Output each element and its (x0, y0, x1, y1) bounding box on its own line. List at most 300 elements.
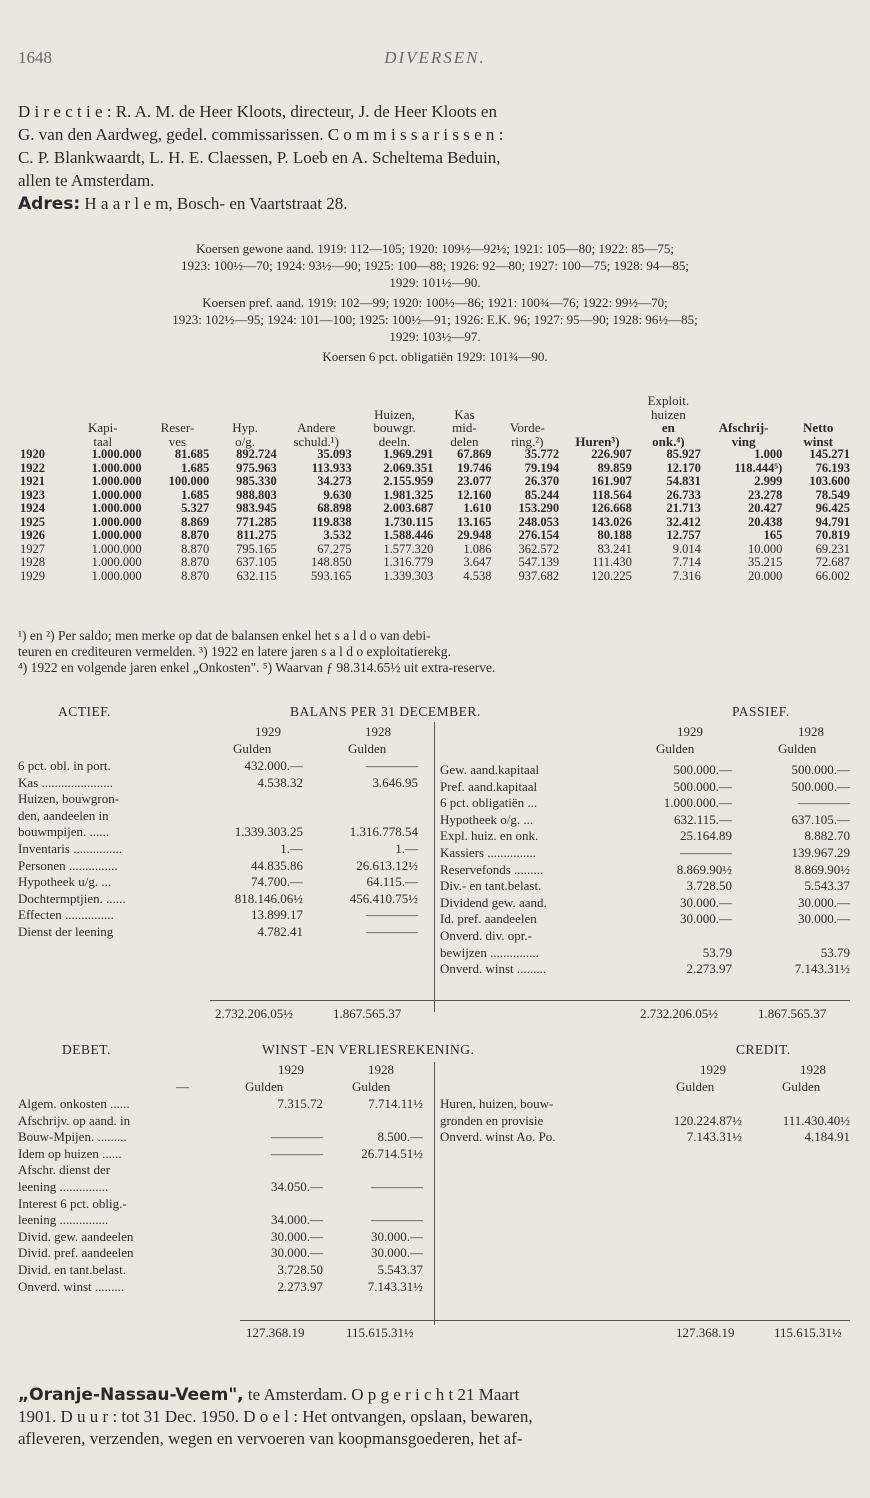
stat-cell: 1921 (20, 474, 45, 488)
stat-cell: 637.105 (236, 555, 277, 569)
account-row (18, 775, 428, 792)
stat-header-cell (561, 394, 634, 408)
account-row (18, 1179, 433, 1196)
footnote-line: ⁴) 1922 en volgende jaren enkel „Onkosten". ⁵) Waarvan ƒ 98.314.65½ uit extra-reserve. (18, 660, 496, 675)
account-row (18, 1162, 433, 1179)
account-label: Expl. huiz. en onk. (440, 828, 539, 844)
balans-passief-list (440, 762, 852, 978)
account-row (440, 1113, 852, 1130)
account-value-1928: 8.500.— (377, 1129, 423, 1145)
stat-header-cell (494, 408, 562, 422)
winst-year-1929-left: 1929 (278, 1062, 304, 1077)
stat-header-cell (144, 408, 212, 422)
stat-cell: 83.241 (597, 541, 632, 556)
account-row (18, 891, 428, 908)
stat-cell: 8.869 (181, 514, 210, 529)
stat-header-cell: winst (803, 433, 833, 449)
stat-cell: 66.002 (815, 568, 850, 583)
winst-gulden-left: Gulden (352, 1079, 391, 1094)
account-value-1929: 30.000.— (680, 894, 732, 910)
stat-cell: 985.330 (236, 474, 277, 488)
stat-header-cell: mid- (452, 420, 477, 435)
stat-cell: 1.000.000 (91, 474, 142, 488)
stat-cell: 35.215 (747, 555, 783, 569)
stat-cell: 78.549 (815, 487, 850, 502)
stat-cell: 23.077 (457, 474, 492, 488)
account-value-1928: ———— (366, 923, 418, 939)
account-label: Onverd. winst Ao. Po. (440, 1129, 556, 1145)
balans-gulden-right: Gulden (778, 741, 817, 756)
stat-cell: 34.273 (317, 474, 352, 488)
stat-cell: 892.724 (236, 447, 277, 461)
stat-header-cell (144, 394, 212, 408)
account-row (18, 1196, 433, 1213)
account-label: Pref. aand.kapitaal (440, 778, 538, 794)
stat-cell: 32.412 (666, 514, 701, 529)
stat-cell: 811.275 (236, 528, 277, 542)
account-row (18, 907, 428, 924)
stat-row (18, 516, 852, 530)
stat-cell: 593.165 (311, 568, 352, 583)
stat-cell: 20.427 (747, 501, 783, 515)
balans-total-1928-right: 1.867.565.37 (758, 1006, 827, 1021)
account-row (440, 945, 852, 962)
stat-row (18, 570, 852, 584)
account-value-1928: 7.143.31½ (367, 1278, 423, 1294)
stat-cell: 7.714 (672, 555, 701, 569)
account-label: Afschrijv. op aand. in (18, 1112, 131, 1128)
stat-cell: 165 (763, 528, 783, 542)
account-value-1929: 30.000.— (271, 1228, 323, 1244)
stat-cell: 161.907 (591, 474, 632, 488)
stat-cell: 148.850 (311, 555, 352, 569)
stat-cell: 100.000 (168, 474, 210, 488)
account-value-1929: ———— (271, 1145, 323, 1161)
oranje-paragraph (18, 1384, 858, 1450)
account-value-1929: 7.315.72 (277, 1096, 323, 1111)
stat-header-cell: Hyp. (232, 420, 258, 435)
account-label: Idem op huizen ...... (18, 1145, 122, 1161)
stat-cell: 8.870 (181, 541, 210, 556)
account-value-1929: 1.339.303.25 (234, 824, 303, 840)
winst-debet-list (18, 1096, 433, 1295)
stat-header-cell: Andere (297, 420, 336, 435)
stat-cell: 248.053 (518, 514, 560, 529)
account-label: leening ............... (18, 1178, 109, 1194)
stat-header-cell: Kas (454, 406, 475, 422)
intro-line: G. van den Aardweg, gedel. commissarissen. C o m m i s s a r i s s e n : (18, 125, 504, 144)
account-label: Onverd. winst ......... (440, 961, 547, 977)
stat-cell: 12.170 (666, 460, 701, 475)
account-value-1928: 456.410.75½ (349, 890, 418, 906)
stat-cell: 276.154 (518, 528, 560, 542)
stat-cell: 9.630 (323, 487, 352, 502)
account-label: Gew. aand.kapitaal (440, 762, 540, 777)
winst-total-1929-right: 127.368.19 (676, 1325, 735, 1340)
account-row (18, 808, 428, 825)
account-label: Kassiers ............... (440, 844, 537, 860)
oranje-line (18, 1384, 858, 1406)
account-value-1928: 64.115.— (366, 874, 418, 890)
stat-cell: 632.115 (236, 568, 277, 583)
stat-header-cell (18, 435, 62, 449)
balans-total-1928-left: 1.867.565.37 (333, 1006, 402, 1021)
koersen-line: 1929: 101½—90. (389, 275, 481, 290)
account-value-1929: ———— (271, 1129, 323, 1145)
stat-header-cell (561, 421, 634, 435)
stat-header-cell (211, 408, 279, 422)
account-value-1928: 1.316.778.54 (349, 824, 418, 840)
stat-row (18, 475, 852, 489)
stat-header-cell (354, 394, 436, 408)
account-value-1928: 53.79 (820, 944, 850, 960)
account-value-1928: 30.000.— (371, 1228, 423, 1244)
stat-cell: 1.685 (181, 460, 210, 475)
account-row (440, 779, 852, 796)
statistics-table (18, 394, 852, 583)
stat-header-cell: Vorde- (509, 420, 545, 435)
stat-header-cell (18, 421, 62, 435)
intro-line: D i r e c t i e : R. A. M. de Heer Kloots, directeur, J. de Heer Kloots en (18, 102, 497, 121)
oranje-line: afleveren, verzenden, wegen en vervoeren van koopmansgoederen, het af- (18, 1429, 523, 1448)
account-row (18, 1262, 433, 1279)
stat-header-cell: ring.²) (511, 433, 544, 449)
account-value-1928: ———— (371, 1212, 423, 1228)
winst-gulden-right: Gulden (782, 1079, 821, 1094)
stat-header-cell: ves (168, 433, 187, 449)
account-value-1928: ———— (798, 795, 850, 811)
account-value-1929: ———— (680, 844, 732, 860)
stat-cell: 2.999 (754, 474, 783, 488)
account-row (18, 824, 428, 841)
account-row (18, 841, 428, 858)
account-label: Bouw-Mpijen. ......... (18, 1129, 127, 1145)
stat-cell: 1.316.779 (383, 555, 434, 569)
stat-cell: 13.165 (457, 514, 492, 529)
stat-cell: 26.370 (524, 474, 560, 488)
koersen-line: 1923: 100½—70; 1924: 93½—90; 1925: 100—88; 1926: 92—80; 1927: 100—75; 1928: 94—85; (180, 258, 690, 273)
account-value-1928: 30.000.— (798, 894, 850, 910)
stat-header-cell: Afschrij- (718, 420, 769, 435)
stat-cell: 7.316 (672, 568, 701, 583)
stat-cell: 226.907 (591, 447, 632, 461)
stat-cell: 1.000 (754, 447, 783, 461)
account-value-1929: 74.700.— (251, 874, 303, 890)
stat-cell: 1.685 (181, 487, 210, 502)
balans-gulden-left: Gulden (233, 741, 272, 756)
stat-header-cell: Reser- (160, 420, 195, 435)
account-value-1929: 53.79 (702, 944, 732, 960)
stat-cell: 54.831 (666, 474, 701, 488)
stat-cell: 1.000.000 (91, 528, 142, 542)
winst-total-1928-right: 115.615.31½ (774, 1325, 842, 1340)
account-row (440, 795, 852, 812)
stat-cell: 1920 (20, 447, 45, 461)
account-value-1928: 1.— (395, 840, 418, 856)
stat-cell: 20.000 (747, 568, 783, 583)
account-label: Personen ............... (18, 857, 118, 873)
winst-year-1928-left: 1928 (368, 1062, 394, 1077)
account-row (440, 895, 852, 912)
account-row (18, 1279, 433, 1296)
account-label: Huizen, bouwgron- (18, 791, 120, 807)
koersen-line: 1929: 103½—97. (389, 329, 481, 344)
account-value-1929: 34.050.— (271, 1178, 323, 1194)
account-value-1928: 500.000.— (791, 778, 850, 794)
account-label: Dochtermptjien. ...... (18, 890, 126, 906)
stat-header-cell (703, 408, 785, 422)
winst-credit-list (440, 1096, 852, 1146)
stat-header-cell (18, 394, 62, 408)
stat-cell: 1.000.000 (91, 555, 142, 569)
account-row (440, 878, 852, 895)
stat-cell: 1927 (20, 541, 45, 556)
stat-header-cell: Netto (803, 420, 834, 435)
stat-cell: 2.069.351 (383, 460, 434, 475)
account-value-1928: ———— (366, 907, 418, 923)
stat-cell: 2.155.959 (383, 474, 434, 488)
account-label: Kas ...................... (18, 774, 113, 790)
account-label: Onverd. winst ......... (18, 1278, 125, 1294)
winst-total-rule (240, 1320, 850, 1321)
passief-heading: PASSIEF. (732, 704, 790, 719)
stat-cell: 85.244 (524, 487, 560, 502)
company-name: „Oranje-Nassau-Veem", (18, 1385, 244, 1405)
balans-total-1929-left: 2.732.206.05½ (215, 1006, 293, 1021)
stat-header-cell: Kapi- (87, 420, 118, 435)
winst-dash: — (176, 1079, 189, 1094)
account-row (18, 791, 428, 808)
winst-gulden-right: Gulden (676, 1079, 715, 1094)
account-value-1928: 30.000.— (798, 911, 850, 927)
account-value-1929: 432.000.— (244, 758, 303, 773)
account-value-1929: 8.869.90½ (676, 861, 732, 877)
stat-cell: 81.685 (174, 447, 210, 461)
stat-header-cell: deeln. (378, 433, 411, 449)
winst-gulden-left: Gulden (245, 1079, 284, 1094)
credit-heading: CREDIT. (736, 1042, 791, 1057)
stat-cell: 3.532 (323, 528, 352, 542)
stat-cell: 1.000.000 (91, 447, 142, 461)
stat-cell: 1.577.320 (383, 541, 434, 556)
koersen-line: Koersen pref. aand. 1919: 102—99; 1920: 100½—86; 1921: 100¾—76; 1922: 99½—70; (202, 295, 668, 310)
koersen-line: Koersen 6 pct. obligatiën 1929: 101¾—90. (322, 349, 548, 364)
page-number: 1648 (18, 48, 52, 67)
account-value-1929: 3.728.50 (277, 1261, 323, 1277)
account-label: 6 pct. obligatiën ... (440, 795, 538, 811)
stat-header-cell: schuld.¹) (293, 433, 339, 449)
stat-header-cell: taal (93, 433, 113, 449)
stat-cell: 26.733 (666, 487, 701, 502)
stat-cell: 126.668 (591, 501, 632, 515)
account-label: Reservefonds ......... (440, 861, 544, 877)
account-row (18, 1146, 433, 1163)
stat-cell: 547.139 (518, 555, 560, 569)
account-value-1928: 3.646.95 (372, 774, 418, 790)
balans-divider (434, 722, 435, 1012)
account-row (18, 1113, 433, 1130)
koersen-line: Koersen gewone aand. 1919: 112—105; 1920: 109½—92½; 1921: 105—80; 1922: 85—75; (196, 241, 674, 256)
stat-cell: 10.000 (747, 541, 783, 556)
balans-gulden-right: Gulden (656, 741, 695, 756)
stat-cell: 23.278 (747, 487, 783, 502)
account-label: Interest 6 pct. oblig.- (18, 1195, 127, 1211)
stat-cell: 67.869 (457, 447, 492, 461)
stat-cell: 8.870 (181, 555, 210, 569)
stat-cell: 68.898 (317, 501, 352, 515)
winst-year-1928-right: 1928 (800, 1062, 826, 1077)
account-row (440, 1129, 852, 1146)
stat-cell: 1926 (20, 528, 45, 542)
account-label: Huren, huizen, bouw- (440, 1096, 554, 1111)
stat-cell: 12.160 (457, 487, 492, 502)
stat-header-cell (703, 394, 785, 408)
account-value-1928: 8.882.70 (804, 828, 850, 844)
stat-cell: 1924 (20, 501, 45, 515)
balans-year-1928-right: 1928 (798, 724, 824, 739)
stat-cell: 80.188 (597, 528, 632, 542)
stat-cell: 119.838 (311, 514, 352, 529)
stat-row (18, 502, 852, 516)
stat-cell: 5.327 (181, 501, 210, 515)
stat-header-cell: Huren³) (575, 433, 620, 449)
stat-cell: 937.682 (518, 568, 560, 583)
account-row (18, 874, 428, 891)
stat-cell: 362.572 (518, 541, 560, 556)
stat-row (18, 489, 852, 503)
stat-cell: 1.610 (463, 501, 492, 515)
account-value-1928: 500.000.— (791, 762, 850, 777)
winst-total-1929-left: 127.368.19 (246, 1325, 305, 1340)
stat-header-row (18, 408, 852, 422)
stat-cell: 1.730.115 (384, 514, 434, 529)
stat-header-cell: huizen (651, 406, 686, 422)
stat-cell: 29.948 (457, 528, 492, 542)
winst-divider (434, 1062, 435, 1325)
account-label: Divid. en tant.belast. (18, 1261, 126, 1277)
account-value-1929: 4.538.32 (257, 774, 303, 790)
stat-cell: 1.339.303 (383, 568, 434, 583)
stat-header-row (18, 435, 852, 449)
account-value-1928: 7.714.11½ (368, 1096, 423, 1111)
account-value-1928: 7.143.31½ (794, 961, 850, 977)
stat-cell: 3.647 (463, 555, 492, 569)
stat-cell: 1929 (20, 568, 45, 583)
account-value-1929: 500.000.— (673, 778, 732, 794)
stat-header-cell: onk.⁴) (652, 433, 685, 449)
section-title: DIVERSEN. (384, 48, 486, 67)
account-row (440, 762, 852, 779)
account-row (18, 1096, 433, 1113)
stat-cell: 2.003.687 (383, 501, 434, 515)
stat-header-cell (494, 394, 562, 408)
balans-total-1929-right: 2.732.206.05½ (640, 1006, 718, 1021)
account-label: gronden en provisie (440, 1112, 544, 1128)
account-label: Inventaris ............... (18, 840, 122, 856)
account-row (18, 1245, 433, 1262)
account-row (440, 828, 852, 845)
account-row (18, 1212, 433, 1229)
account-label: Div.- en tant.belast. (440, 878, 542, 894)
stat-cell: 8.870 (181, 568, 210, 583)
stat-cell: 118.564 (591, 487, 632, 502)
intro-paragraph (18, 100, 852, 216)
address-value: H a a r l e m, Bosch- en Vaartstraat 28. (80, 194, 348, 213)
account-label: Divid. gew. aandeelen (18, 1228, 134, 1244)
account-row (440, 961, 852, 978)
account-value-1929: 7.143.31½ (686, 1129, 742, 1145)
stat-header-cell (784, 408, 852, 422)
stat-cell: 67.275 (317, 541, 352, 556)
stat-cell: 1.000.000 (91, 568, 142, 583)
account-value-1928: 26.613.12½ (356, 857, 418, 873)
koersen-block (18, 240, 852, 365)
account-label: Onverd. div. opr.- (440, 927, 532, 943)
stat-header-row (18, 421, 852, 435)
stat-cell: 94.791 (815, 514, 850, 529)
stat-cell: 771.285 (236, 514, 277, 529)
stat-header-cell (784, 394, 852, 408)
stat-header-cell: Exploit. (647, 393, 690, 408)
stat-cell: 79.194 (524, 460, 560, 475)
actief-heading: ACTIEF. (58, 704, 112, 719)
account-value-1929: 34.000.— (271, 1212, 323, 1228)
stat-cell: 118.444⁵) (734, 460, 783, 475)
account-row (440, 928, 852, 945)
stat-cell: 111.430 (592, 555, 632, 569)
stat-cell: 19.746 (457, 460, 492, 475)
balans-actief-list (18, 758, 428, 941)
address-line (18, 192, 852, 216)
account-label: Dienst der leening (18, 923, 114, 939)
stat-cell: 72.687 (815, 555, 850, 569)
address-label: Adres: (18, 194, 81, 214)
stat-row (18, 529, 852, 543)
account-value-1928: 111.430.40½ (782, 1112, 850, 1128)
stat-cell: 1922 (20, 460, 45, 475)
stat-row (18, 448, 852, 462)
winst-total-1928-left: 115.615.31½ (346, 1325, 414, 1340)
account-value-1929: 1.— (280, 840, 303, 856)
account-value-1929: 4.782.41 (257, 923, 303, 939)
intro-line: C. P. Blankwaardt, L. H. E. Claessen, P. Loeb en A. Scheltema Beduin, (18, 148, 501, 167)
stat-cell: 153.290 (518, 501, 560, 515)
stat-cell: 12.757 (666, 528, 701, 542)
stat-cell: 1.000.000 (91, 501, 142, 515)
stat-header-cell (62, 408, 144, 422)
account-value-1928: 4.184.91 (804, 1129, 850, 1145)
stat-row (18, 543, 852, 557)
account-value-1928: ———— (371, 1178, 423, 1194)
stat-cell: 983.945 (236, 501, 277, 515)
stat-header-cell (211, 394, 279, 408)
stat-cell: 1.000.000 (91, 487, 142, 502)
stat-header-cell: bouwgr. (373, 420, 416, 435)
stat-header-cell: ving (731, 433, 756, 449)
account-value-1929: 2.273.97 (277, 1278, 323, 1294)
stat-header-cell: Huizen, (374, 406, 415, 422)
account-value-1929: 818.146.06½ (234, 890, 303, 906)
account-label: Hypotheek o/g. ... (440, 811, 534, 827)
stat-cell: 9.014 (672, 541, 701, 556)
stat-cell: 145.271 (809, 447, 850, 461)
account-value-1928: 8.869.90½ (794, 861, 850, 877)
debet-heading: DEBET. (62, 1042, 111, 1057)
account-value-1929: 3.728.50 (686, 878, 732, 894)
stat-header-cell (62, 394, 144, 408)
winst-title: WINST -EN VERLIESREKENING. (262, 1042, 475, 1057)
account-row (18, 1129, 433, 1146)
